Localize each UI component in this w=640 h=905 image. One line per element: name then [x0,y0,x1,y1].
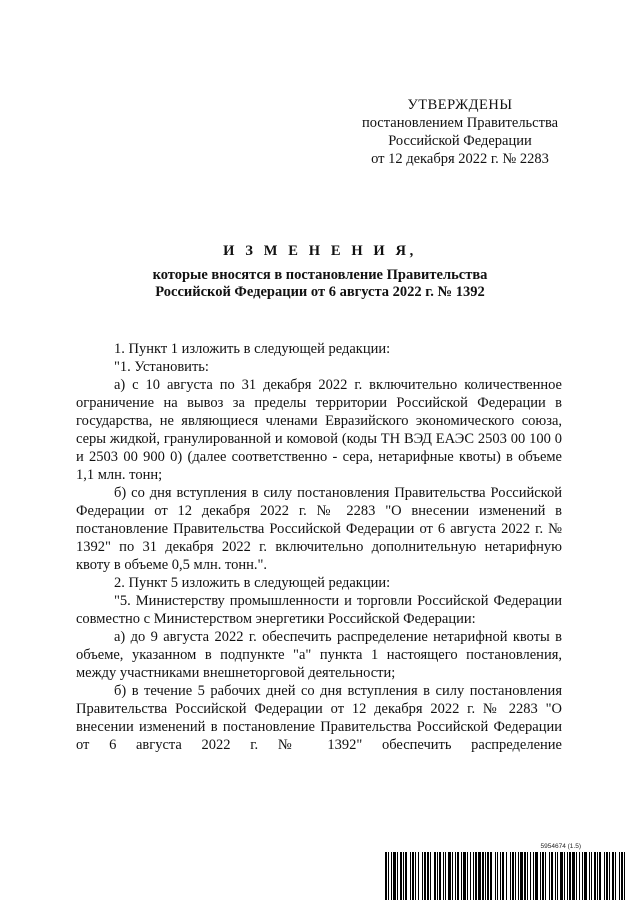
paragraph: 1. Пункт 1 изложить в следующей редакции: [114,341,391,357]
paragraph: а) с 10 августа по 31 декабря 2022 г. включительно количественное ограничение на вывоз за пределы территории Российской Федерации в государства, не являющиеся членами Евразийского экономического союза, серы жидкой, гранулированной и комовой (коды ТН ВЭД ЕАЭС 2503 00 100 0 и 2503 00 900 0) (далее соответственно - сера, нетарифные квоты) в объеме 1,1 млн. тонн; [76,377,562,483]
paragraph: "1. Установить: [114,359,209,375]
paragraph: а) до 9 августа 2022 г. обеспечить распределение нетарифной квоты в объеме, указанном в подпункте "а" пункта 1 настоящего постановления, между участниками внешнеторговой деятельности; [76,629,562,681]
barcode-label: 5954674 (1.5) [540,843,581,850]
paragraph: б) в течение 5 рабочих дней со дня вступления в силу постановления Правительства Российской Федерации от 12 декабря 2022 г. № 2283 "О внесении изменений в постановление Правительства Российской Федерации от 6 августа 2022 г. № 1392" обеспечить распределение [76,683,562,753]
document-body [76,340,562,754]
paragraph: 2. Пункт 5 изложить в следующей редакции: [114,575,391,591]
paragraph: "5. Министерству промышленности и торговли Российской Федерации совместно с Министерством энергетики Российской Федерации: [76,593,562,627]
document-subtitle: Российской Федерации от 6 августа 2022 г. № 1392 [155,284,485,300]
approval-line: Российской Федерации [388,133,532,149]
approval-date-line: от 12 декабря 2022 г. № 2283 [371,151,549,167]
barcode-icon [385,852,625,900]
document-title: И З М Е Н Е Н И Я, [223,243,417,259]
document-heading [60,243,580,301]
approval-line: постановлением Правительства [361,115,559,131]
paragraph: б) со дня вступления в силу постановления Правительства Российской Федерации от 12 декабря 2022 г. № 2283 "О внесении изменений в постановление Правительства Российской Федерации от 6 августа 2022 г. № 1392" по 31 декабря 2022 г. включительно дополнительную нетарифную квоту в объеме 0,5 млн. тонн.". [76,485,562,573]
approval-title: УТВЕРЖДЕНЫ [407,97,513,113]
document-subtitle: которые вносятся в постановление Правительства [152,267,488,283]
approval-stamp [340,96,580,168]
barcode-block [385,843,625,901]
